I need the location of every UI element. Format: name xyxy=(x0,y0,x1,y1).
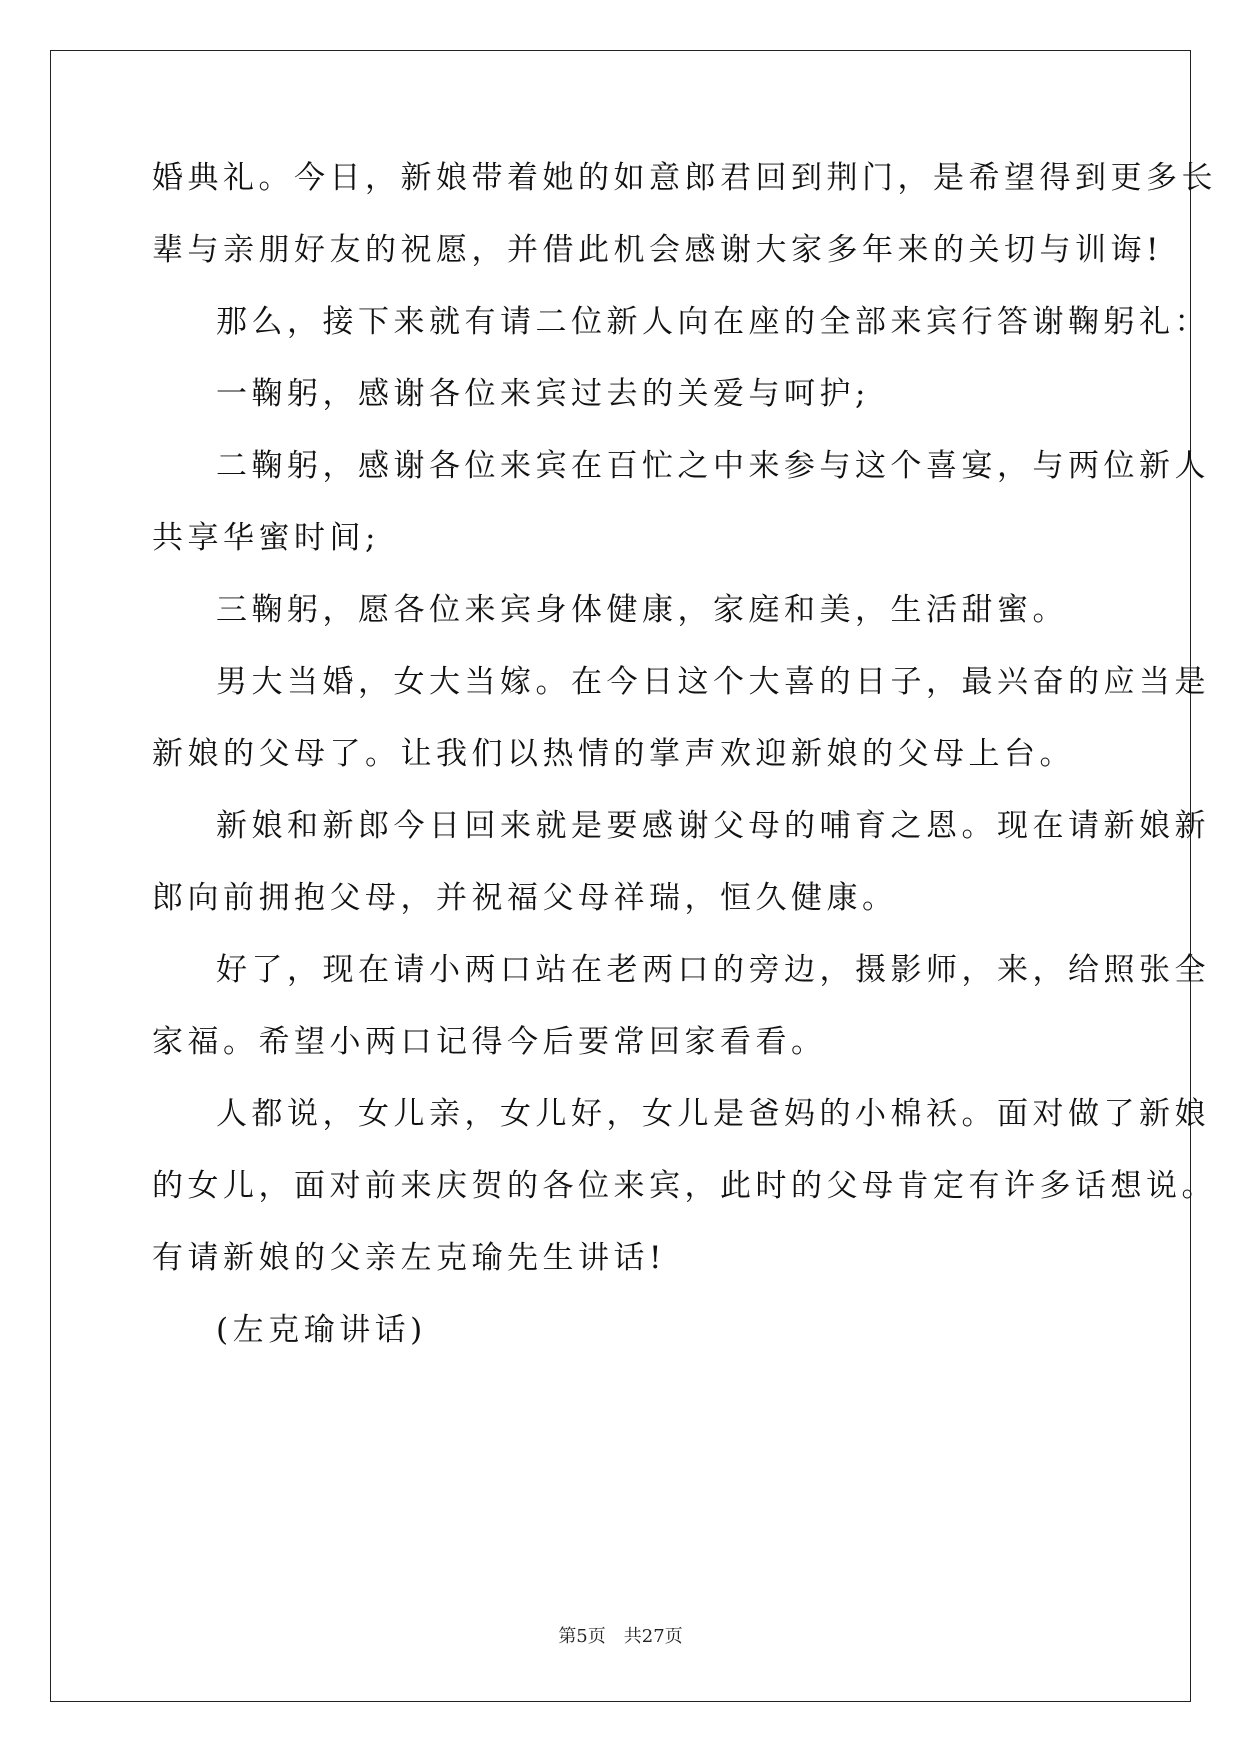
text-line: 家福。希望小两口记得今后要常回家看看。 xyxy=(152,1024,827,1060)
paragraph-start: 二鞠躬，感谢各位来宾在百忙之中来参与这个喜宴，与两位新人 xyxy=(216,448,1210,484)
text-line: 新娘的父母了。让我们以热情的掌声欢迎新娘的父母上台。 xyxy=(152,736,1075,772)
paragraph-start: 新娘和新郎今日回来就是要感谢父母的哺育之恩。现在请新娘新 xyxy=(216,808,1210,844)
paragraph-start: 好了，现在请小两口站在老两口的旁边，摄影师，来，给照张全 xyxy=(216,952,1210,988)
page-footer xyxy=(0,1625,1241,1649)
paragraph-start: 一鞠躬，感谢各位来宾过去的关爱与呵护; xyxy=(216,376,870,412)
paragraph-start: 那么，接下来就有请二位新人向在座的全部来宾行答谢鞠躬礼： xyxy=(216,304,1210,340)
text-line: 辈与亲朋好友的祝愿，并借此机会感谢大家多年来的关切与训诲! xyxy=(152,232,1163,268)
page-total: 共27页 xyxy=(623,1626,683,1647)
paragraph-start: 三鞠躬，愿各位来宾身体健康，家庭和美，生活甜蜜。 xyxy=(216,592,1068,628)
page-number: 第5页 xyxy=(558,1626,606,1647)
paragraph-start: 人都说，女儿亲，女儿好，女儿是爸妈的小棉袄。面对做了新娘 xyxy=(216,1096,1210,1132)
text-line: 的女儿，面对前来庆贺的各位来宾，此时的父母肯定有许多话想说。 xyxy=(152,1168,1217,1204)
page-border xyxy=(50,50,1191,1702)
paragraph-start: (左克瑜讲话) xyxy=(216,1312,427,1348)
text-line: 共享华蜜时间; xyxy=(152,520,380,556)
paragraph-start: 男大当婚，女大当嫁。在今日这个大喜的日子，最兴奋的应当是 xyxy=(216,664,1210,700)
text-line: 婚典礼。今日，新娘带着她的如意郎君回到荆门，是希望得到更多长 xyxy=(152,160,1217,196)
text-line: 有请新娘的父亲左克瑜先生讲话! xyxy=(152,1240,666,1276)
text-line: 郎向前拥抱父母，并祝福父母祥瑞，恒久健康。 xyxy=(152,880,898,916)
